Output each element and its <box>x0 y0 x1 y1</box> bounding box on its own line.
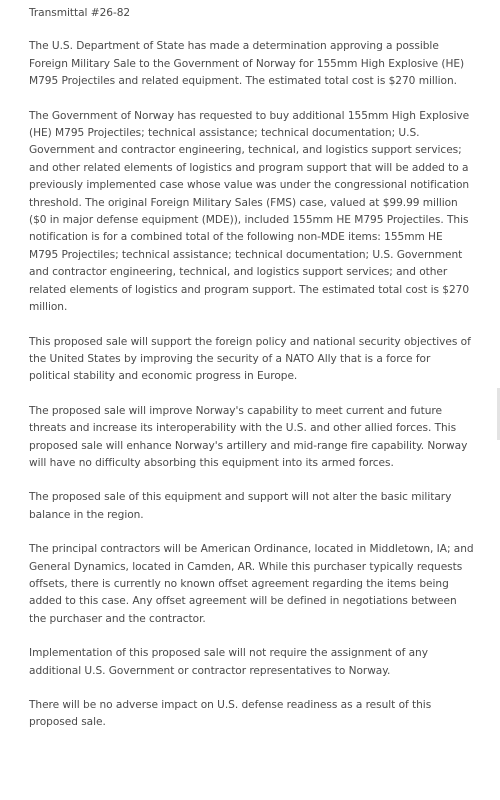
paragraph-determination: The U.S. Department of State has made a determination approving a possible Foreign Military Sale to the Government of Norway for 155mm High Explosive (HE) M795 Projectiles and related equipment. The estimated total cost is $270 million. <box>29 40 465 88</box>
document-body <box>29 5 474 749</box>
paragraph-contractors: The principal contractors will be American Ordinance, located in Middletown, IA; and General Dynamics, located in Camden, AR. While this purchaser typically requests offsets, there is currently no known offset agreement regarding the items being added to this case. Any offset agreement will be defined in negotiations between the purchaser and the contractor. <box>29 543 474 625</box>
paragraph-implementation: Implementation of this proposed sale will not require the assignment of any additional U.S. Government or contractor representatives to Norway. <box>29 647 428 677</box>
paragraph-military-balance: The proposed sale of this equipment and support will not alter the basic military balance in the region. <box>29 491 452 521</box>
paragraph-readiness: There will be no adverse impact on U.S. defense readiness as a result of this proposed sale. <box>29 699 432 729</box>
paragraph-foreign-policy: This proposed sale will support the foreign policy and national security objectives of the United States by improving the security of a NATO Ally that is a force for political stability and economic progress in Europe. <box>29 335 471 383</box>
paragraph-capability: The proposed sale will improve Norway's capability to meet current and future threats and increase its interoperability with the U.S. and other allied forces. This proposed sale will enhance Norway's artillery and mid-range fire capability. Norway will have no difficulty absorbing this equipment into its armed forces. <box>29 404 468 469</box>
paragraph-request-details: The Government of Norway has requested to buy additional 155mm High Explosive (HE) M795 Projectiles; technical assistance; technical documentation; U.S. Government and contractor engineering, technical, and logistics support services; and other related elements of logistics and program support that will be added to a previously implemented case whose value was under the congressional notification threshold. The original Foreign Military Sales (FMS) case, valued at $99.99 million ($0 in major defense equipment (MDE)), included 155mm HE M795 Projectiles. This notification is for a combined total of the following non-MDE items: 155mm HE M795 Projectiles; technical assistance; technical documentation; U.S. Government and contractor engineering, technical, and logistics support services; and other related elements of logistics and program support. The estimated total cost is $270 million. <box>29 109 470 314</box>
transmittal-title: Transmittal #26-82 <box>29 7 131 19</box>
